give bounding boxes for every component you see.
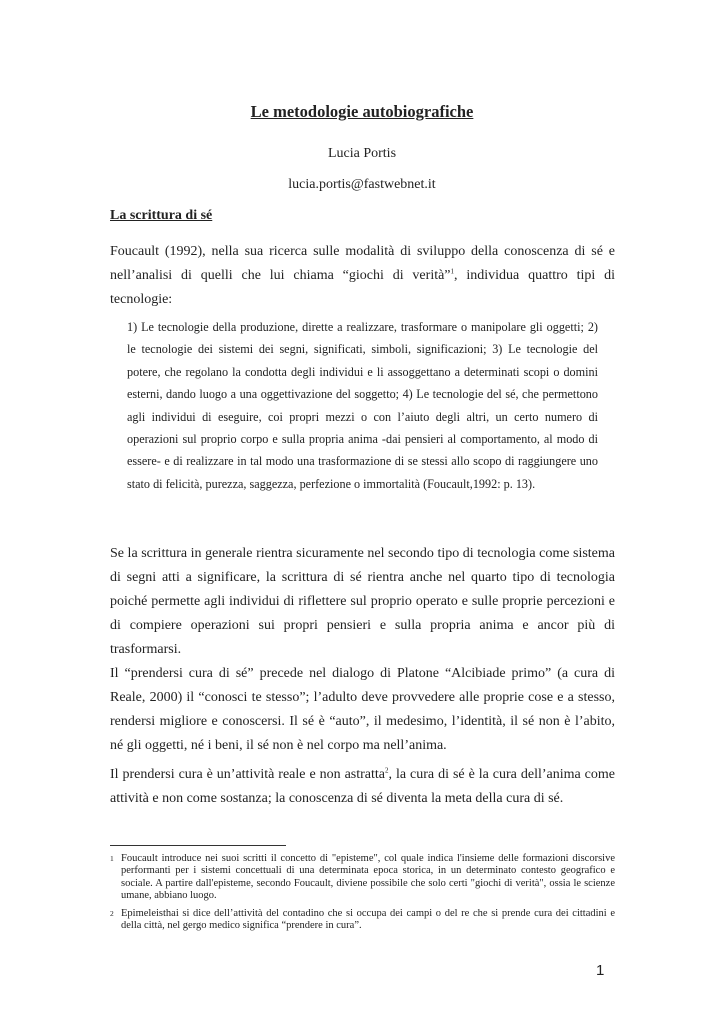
document-title: Le metodologie autobiografiche [250, 102, 474, 121]
paragraph-1 [110, 240, 615, 312]
footnote-ref-1: 1 [450, 267, 455, 276]
author-name: Lucia Portis [327, 146, 397, 161]
footnote-separator [110, 845, 286, 846]
footnote-2-number: 2 [110, 909, 114, 918]
paragraph-1-text-a: Foucault (1992), nella sua ricerca sulle modalità di sviluppo della conoscenza di sé e nell’analisi di quelli che lui chiama “giochi di verità” [110, 244, 615, 283]
footnote-ref-2: 2 [385, 766, 389, 775]
footnote-2 [110, 908, 615, 933]
paragraph-4 [110, 763, 615, 811]
paragraph-4-text-b: , la cura di sé è la cura dell’anima come attività e non come sostanza; la conoscenza di sé diventa la meta della cura di sé. [110, 767, 616, 806]
paragraph-2: Se la scrittura in generale rientra sicuramente nel secondo tipo di tecnologia come sistema di segni atti a significare, la scrittura di sé rientra anche nel quarto tipo di tecnologia poiché permette agli individui di riflettere sul proprio operato e sulle proprie percezioni e di compiere operazioni sui propri pensieri e sulla propria anima e ancor più di trasformarsi. [110, 546, 615, 657]
page-number: 1 [596, 962, 605, 979]
footnote-2-text: Epimeleisthai si dice dell’attività del contadino che si occupa dei campi o del re che si prende cura dei cittadini e della città, nel gergo medico significa “prendere in cura”. [121, 908, 615, 932]
paragraph-3: Il “prendersi cura di sé” precede nel dialogo di Platone “Alcibiade primo” (a cura di Reale, 2000) il “conosci te stesso”; l’adulto deve provvedere alle proprie cose e a stesso, rendersi migliore e conoscersi. Il sé è “auto”, il medesimo, l’identità, il sé non è l’abito, né gli oggetti, né i beni, il sé non è nel corpo ma nell’anima. [110, 666, 615, 753]
paragraph-4-text-a: Il prendersi cura è un’attività reale e non astratta [110, 767, 386, 782]
footnote-1 [110, 853, 615, 902]
paragraph-1-text-b: , individua quattro tipi di tecnologie: [110, 268, 615, 307]
author-email: lucia.portis@fastwebnet.it [288, 177, 436, 192]
footnote-1-text: Foucault introduce nei suoi scritti il concetto di "episteme", col quale indica l'insieme delle formazioni discorsive performanti per i sistemi concettuali di una determinata epoca storica, in un determinato contesto geografico e sociale. A partire dall'episteme, secondo Foucault, diviene possibile che solo certi "giochi di verità", ossia le scienze umane, abbiano luogo. [121, 853, 615, 901]
footnote-1-number: 1 [110, 854, 114, 863]
section-heading: La scrittura di sé [110, 208, 213, 223]
block-quote: 1) Le tecnologie della produzione, dirette a realizzare, trasformare o manipolare gli oggetti; 2) le tecnologie dei sistemi dei segni, significati, simboli, significazioni; 3) Le tecnologie del potere, che regolano la condotta degli individui e li assoggettano a determinati scopi o domini esterni, dando luogo a una oggettivazione del soggetto; 4) Le tecnologie del sé, che permettono agli individui di eseguire, coi propri mezzi o con l’aiuto degli altri, un certo numero di operazioni sul proprio corpo e sulla propria anima -dai pensieri al comportamento, al modo di essere- e di realizzare in tal modo una trasformazione di se stessi allo scopo di raggiungere uno stato di felicità, purezza, saggezza, perfezione o immortalità (Foucault,1992: p. 13). [127, 320, 598, 491]
